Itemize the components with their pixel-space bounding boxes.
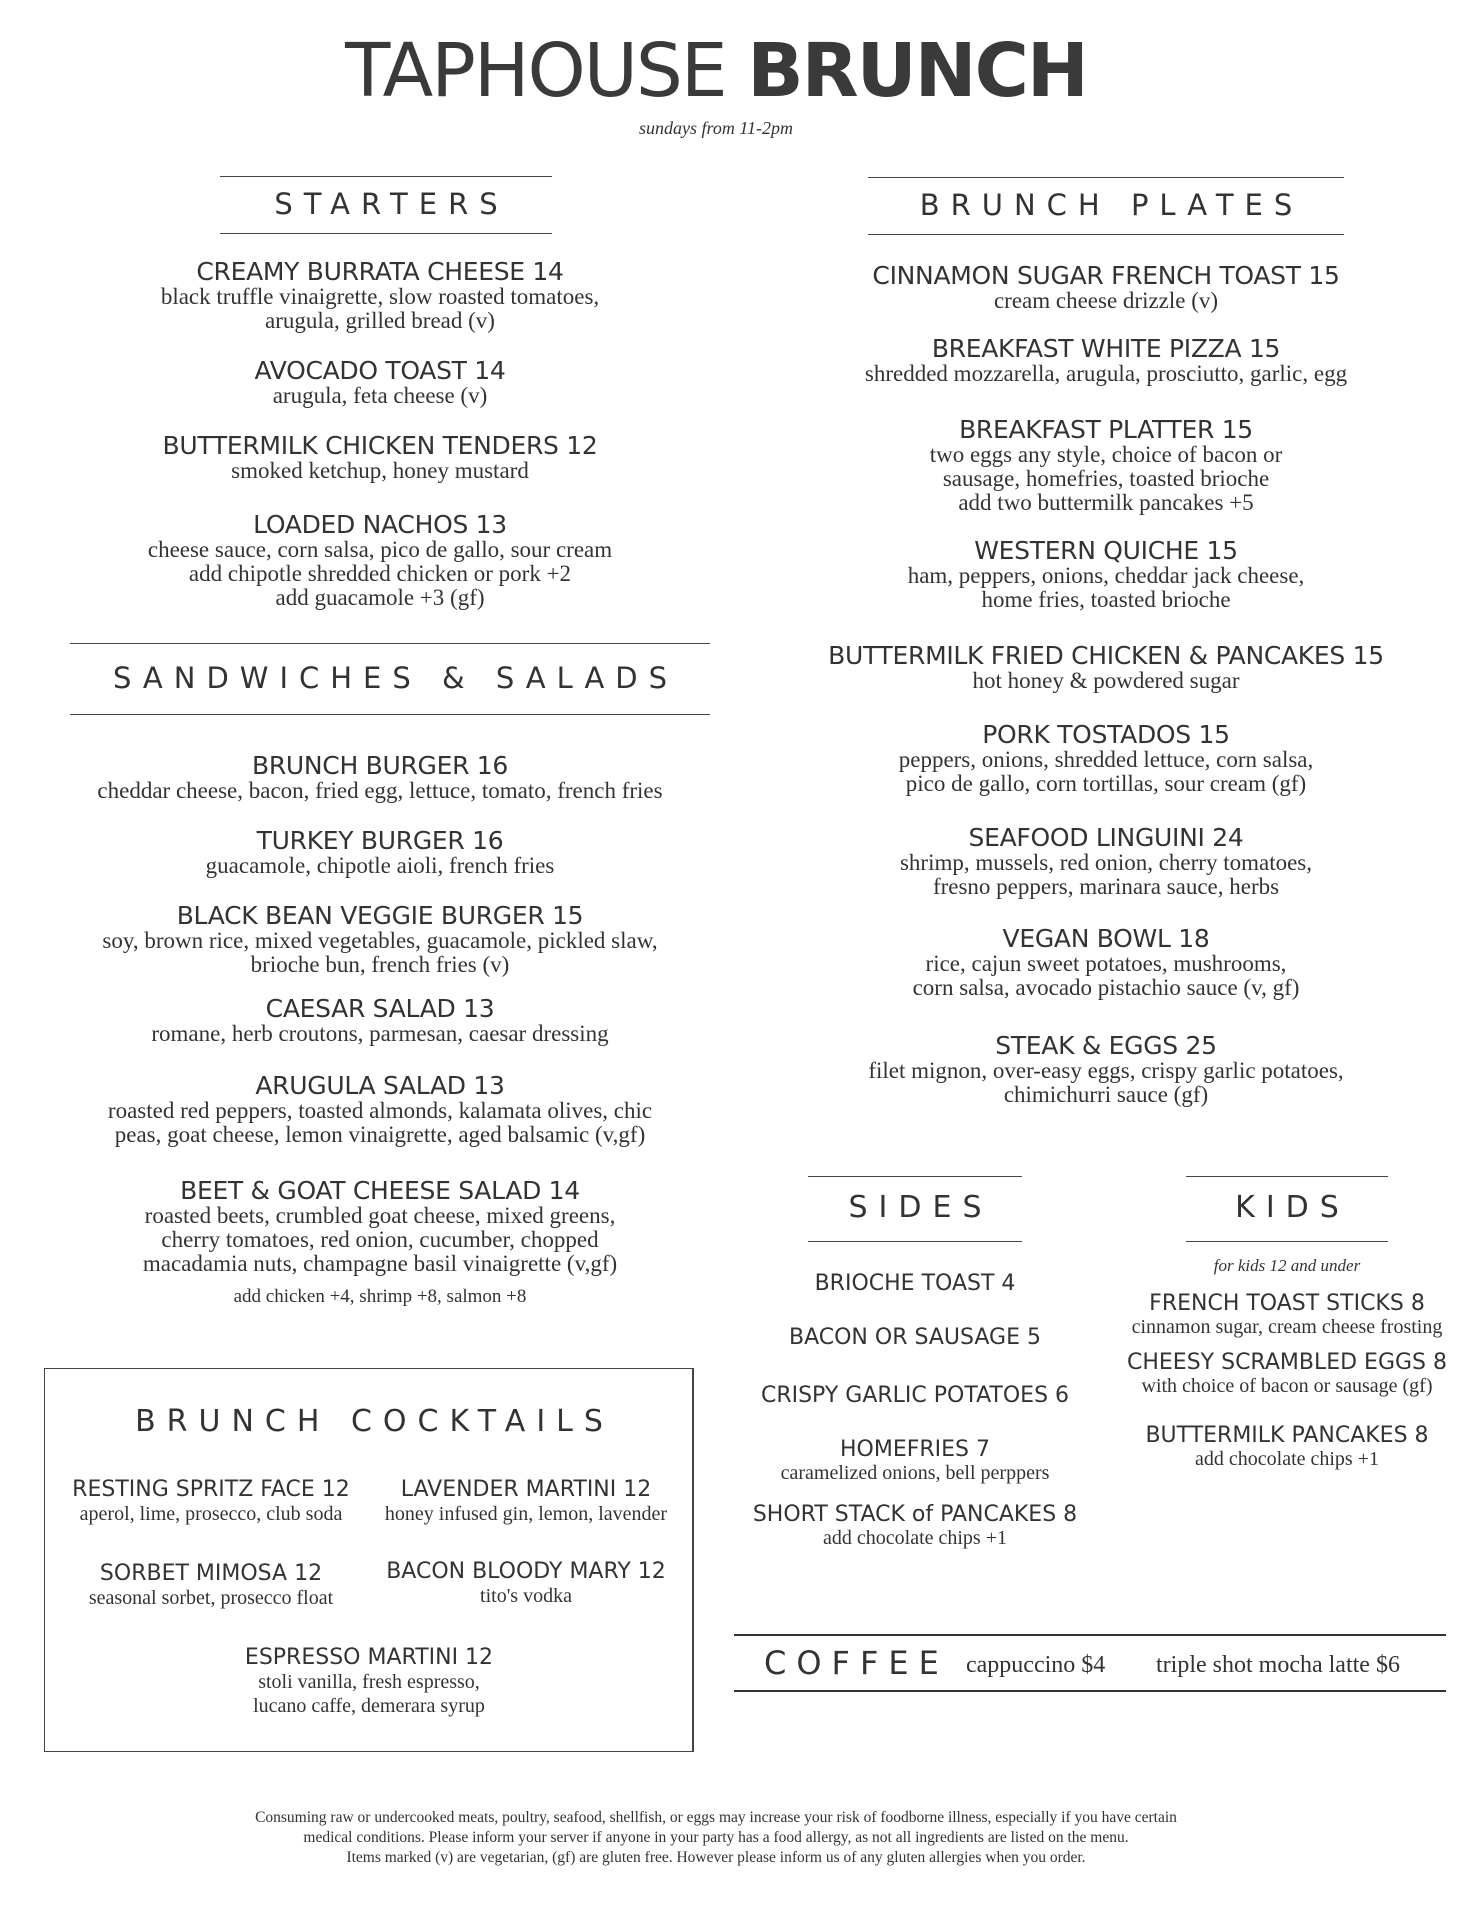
- sides-section: [740, 1272, 1090, 1550]
- item-name: VEGAN BOWL 18: [1002, 924, 1210, 953]
- menu-subtitle: sundays from 11-2pm: [639, 118, 793, 138]
- kids-item-desc: cinnamon sugar, cream cheese frosting: [1131, 1316, 1443, 1338]
- item-desc: arugula, feta cheese (v): [272, 383, 488, 408]
- menu-item: [40, 752, 720, 803]
- side-item-name: BACON OR SAUSAGE 5: [789, 1325, 1041, 1350]
- item-name: BUTTERMILK FRIED CHICKEN & PANCAKES 15: [828, 641, 1384, 670]
- coffee-item: triple shot mocha latte $6: [1156, 1652, 1400, 1678]
- menu-item: [40, 1072, 720, 1147]
- side-item-name: BRIOCHE TOAST 4: [814, 1271, 1016, 1296]
- cocktail-item: [366, 1478, 686, 1526]
- kids-subtitle: for kids 12 and under: [1213, 1256, 1361, 1275]
- side-item-name: SHORT STACK of PANCAKES 8: [752, 1502, 1078, 1527]
- cocktail-item: [56, 1562, 366, 1610]
- menu-item: [780, 1032, 1432, 1107]
- cocktail-item: [56, 1478, 366, 1526]
- menu-item: [780, 335, 1432, 386]
- item-desc: hot honey & powdered sugar: [972, 668, 1240, 693]
- coffee-item: cappuccino $4: [966, 1652, 1106, 1678]
- coffee-heading: COFFEE: [764, 1644, 949, 1682]
- item-desc: tito's vodka: [480, 1585, 572, 1607]
- menu-item: [780, 925, 1432, 1000]
- plates-section: [780, 262, 1432, 1107]
- cocktail-item: [44, 1646, 694, 1718]
- item-desc: roasted beets, crumbled goat cheese, mixed greens, cherry tomatoes, red onion, cucumber, chopped macadamia nuts, champagne basil vinaigrette (v,gf): [142, 1203, 618, 1276]
- item-desc: rice, cajun sweet potatoes, mushrooms, corn salsa, avocado pistachio sauce (v, gf): [912, 951, 1300, 1000]
- kids-item-name: BUTTERMILK PANCAKES 8: [1145, 1423, 1429, 1448]
- kids-item-name: FRENCH TOAST STICKS 8: [1149, 1291, 1425, 1316]
- item-name: WESTERN QUICHE 15: [974, 536, 1238, 565]
- item-name: BLACK BEAN VEGGIE BURGER 15: [176, 901, 584, 930]
- menu-item: [40, 827, 720, 878]
- starters-heading: STARTERS: [220, 176, 552, 234]
- item-name: BUTTERMILK CHICKEN TENDERS 12: [162, 431, 598, 460]
- menu-item: [40, 902, 720, 977]
- item-desc: soy, brown rice, mixed vegetables, guacamole, pickled slaw, brioche bun, french fries (v): [102, 928, 658, 977]
- item-desc: cheddar cheese, bacon, fried egg, lettuce, tomato, french fries: [97, 778, 663, 803]
- footer-disclaimer: Consuming raw or undercooked meats, poultry, seafood, shellfish, or eggs may increase your risk of foodborne illness, especially if you have certain medical conditions. Please inform your server if anyone in your party has a food allergy, as not all ingredients are listed on the menu. Items marked (v) are vegetarian, (gf) are gluten free. However please inform us of any gluten allergies when you order.: [255, 1809, 1177, 1866]
- item-desc: honey infused gin, lemon, lavender: [384, 1503, 668, 1525]
- item-desc: stoli vanilla, fresh espresso, lucano caffe, demerara syrup: [253, 1671, 485, 1717]
- menu-item: [780, 642, 1432, 693]
- item-name: BREAKFAST PLATTER 15: [959, 415, 1253, 444]
- item-desc: roasted red peppers, toasted almonds, kalamata olives, chic peas, goat cheese, lemon vinaigrette, aged balsamic (v,gf): [107, 1098, 653, 1147]
- item-name: CINNAMON SUGAR FRENCH TOAST 15: [872, 261, 1340, 290]
- menu-title: [0, 26, 1432, 116]
- kids-item-desc: add chocolate chips +1: [1195, 1448, 1379, 1470]
- item-name: RESTING SPRITZ FACE 12: [72, 1477, 350, 1502]
- cocktail-item: [366, 1560, 686, 1608]
- item-desc: aperol, lime, prosecco, club soda: [79, 1503, 343, 1525]
- item-desc: cream cheese drizzle (v): [993, 288, 1219, 313]
- item-name: LAVENDER MARTINI 12: [400, 1477, 652, 1502]
- item-name: BRUNCH BURGER 16: [251, 751, 509, 780]
- add-protein-note: add chicken +4, shrimp +8, salmon +8: [233, 1286, 527, 1307]
- item-name: SEAFOOD LINGUINI 24: [968, 823, 1244, 852]
- item-name: TURKEY BURGER 16: [256, 826, 504, 855]
- kids-section: [1100, 1256, 1474, 1471]
- item-name: PORK TOSTADOS 15: [982, 720, 1230, 749]
- item-desc: cheese sauce, corn salsa, pico de gallo, sour cream add chipotle shredded chicken or pork +2 add guacamole +3 (gf): [147, 537, 613, 610]
- item-desc: black truffle vinaigrette, slow roasted tomatoes, arugula, grilled bread (v): [160, 284, 600, 333]
- cocktails-heading: BRUNCH COCKTAILS: [135, 1404, 614, 1439]
- item-desc: shredded mozzarella, arugula, prosciutto, garlic, egg: [864, 361, 1348, 386]
- sandwiches-heading: SANDWICHES & SALADS: [70, 643, 710, 715]
- item-desc: seasonal sorbet, prosecco float: [88, 1587, 334, 1609]
- plates-heading: BRUNCH PLATES: [868, 177, 1344, 235]
- sides-heading: SIDES: [808, 1176, 1022, 1242]
- menu-item: [40, 357, 720, 408]
- item-name: BEET & GOAT CHEESE SALAD 14: [180, 1176, 580, 1205]
- item-name: ESPRESSO MARTINI 12: [244, 1645, 494, 1670]
- item-desc: guacamole, chipotle aioli, french fries: [205, 853, 555, 878]
- kids-heading: KIDS: [1186, 1176, 1388, 1242]
- item-desc: two eggs any style, choice of bacon or sausage, homefries, toasted brioche add two buttermilk pancakes +5: [929, 442, 1283, 515]
- kids-item-name: CHEESY SCRAMBLED EGGS 8: [1127, 1350, 1447, 1375]
- menu-item: [780, 721, 1432, 796]
- item-name: CREAMY BURRATA CHEESE 14: [196, 257, 564, 286]
- item-name: BACON BLOODY MARY 12: [386, 1559, 666, 1584]
- item-name: ARUGULA SALAD 13: [255, 1071, 505, 1100]
- item-desc: filet mignon, over-easy eggs, crispy garlic potatoes, chimichurri sauce (gf): [868, 1058, 1344, 1107]
- menu-item: [780, 824, 1432, 899]
- item-name: AVOCADO TOAST 14: [254, 356, 506, 385]
- item-desc: ham, peppers, onions, cheddar jack cheese, home fries, toasted brioche: [907, 563, 1305, 612]
- menu-item: [780, 262, 1432, 313]
- item-name: BREAKFAST WHITE PIZZA 15: [931, 334, 1281, 363]
- item-desc: peppers, onions, shredded lettuce, corn salsa, pico de gallo, corn tortillas, sour cream (gf): [898, 747, 1314, 796]
- item-name: SORBET MIMOSA 12: [99, 1561, 323, 1586]
- title-light: TAPHOUSE: [345, 28, 726, 114]
- item-desc: shrimp, mussels, red onion, cherry tomatoes, fresno peppers, marinara sauce, herbs: [899, 850, 1312, 899]
- item-desc: romane, herb croutons, parmesan, caesar dressing: [151, 1021, 609, 1046]
- side-item-name: HOMEFRIES 7: [839, 1437, 991, 1462]
- item-name: STEAK & EGGS 25: [995, 1031, 1217, 1060]
- menu-item: [40, 511, 720, 610]
- menu-item: [40, 258, 720, 333]
- side-item-desc: caramelized onions, bell perppers: [780, 1462, 1050, 1484]
- item-name: CAESAR SALAD 13: [265, 994, 495, 1023]
- title-bold: BRUNCH: [747, 28, 1087, 114]
- side-item-desc: add chocolate chips +1: [823, 1527, 1007, 1549]
- menu-item: [780, 416, 1432, 515]
- item-desc: smoked ketchup, honey mustard: [231, 458, 529, 483]
- starters-section: [40, 258, 720, 610]
- menu-item: [40, 995, 720, 1046]
- menu-item: [40, 1177, 720, 1276]
- side-item-name: CRISPY GARLIC POTATOES 6: [760, 1383, 1070, 1408]
- menu-item: [40, 432, 720, 483]
- menu-item: [780, 537, 1432, 612]
- item-name: LOADED NACHOS 13: [253, 510, 507, 539]
- kids-item-desc: with choice of bacon or sausage (gf): [1141, 1375, 1433, 1397]
- sandwiches-section: [40, 752, 720, 1308]
